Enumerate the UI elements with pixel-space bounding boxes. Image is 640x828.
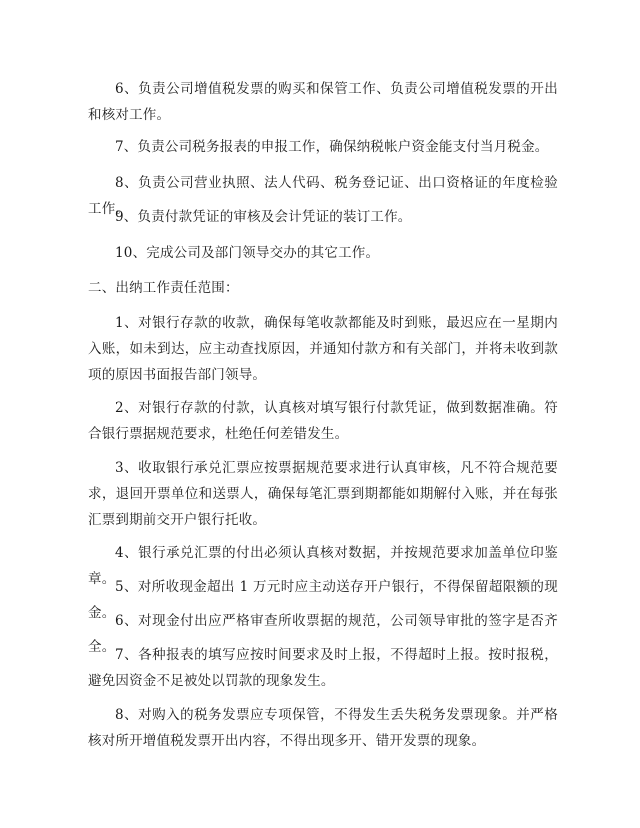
paragraph-cashier-6: 6、对现金付出应严格审查所收票据的规范，公司领导审批的签字是否齐全。 <box>88 613 558 655</box>
paragraph-cashier-7: 7、各种报表的填写应按时间要求及时上报，不得超时上报。按时报税，避免因资金不足被处以罚款的现象发生。 <box>88 647 558 689</box>
paragraph-cashier-2: 2、对银行存款的付款，认真核对填写银行付款凭证，做到数据准确。符合银行票据规范要求，杜绝任何差错发生。 <box>88 400 558 442</box>
paragraph-cashier-8: 8、对购入的税务发票应专项保管，不得发生丢失税务发票现象。并严格核对所开增值税发票开出内容，不得出现多开、错开发票的现象。 <box>88 707 558 749</box>
paragraph-cashier-1: 1、对银行存款的收款，确保每笔收款都能及时到账，最迟应在一星期内入账，如未到达，应主动查找原因，并通知付款方和有关部门，并将未收到款项的原因书面报告部门领导。 <box>88 315 558 383</box>
paragraph-item-8: 8、负责公司营业执照、法人代码、税务登记证、出口资格证的年度检验工作。 <box>88 175 558 217</box>
paragraph-item-10: 10、完成公司及部门领导交办的其它工作。 <box>115 245 380 261</box>
paragraph-cashier-3: 3、收取银行承兑汇票应按票据规范要求进行认真审核，凡不符合规范要求，退回开票单位和送票人，确保每笔汇票到期都能如期解付入账，并在每张汇票到期前交开户银行托收。 <box>88 460 558 528</box>
paragraph-item-6: 6、负责公司增值税发票的购买和保管工作、负责公司增值税发票的开出和核对工作。 <box>88 81 558 123</box>
paragraph-cashier-5: 5、对所收现金超出 1 万元时应主动送存开户银行，不得保留超限额的现金。 <box>88 579 558 621</box>
paragraph-cashier-4: 4、银行承兑汇票的付出必须认真核对数据，并按规范要求加盖单位印鉴章。 <box>88 545 558 587</box>
paragraph-item-7: 7、负责公司税务报表的申报工作，确保纳税帐户资金能支付当月税金。 <box>115 139 549 155</box>
section-heading: 二、出纳工作责任范围： <box>88 280 239 296</box>
paragraph-item-9: 9、负责付款凭证的审核及会计凭证的装订工作。 <box>115 209 412 225</box>
